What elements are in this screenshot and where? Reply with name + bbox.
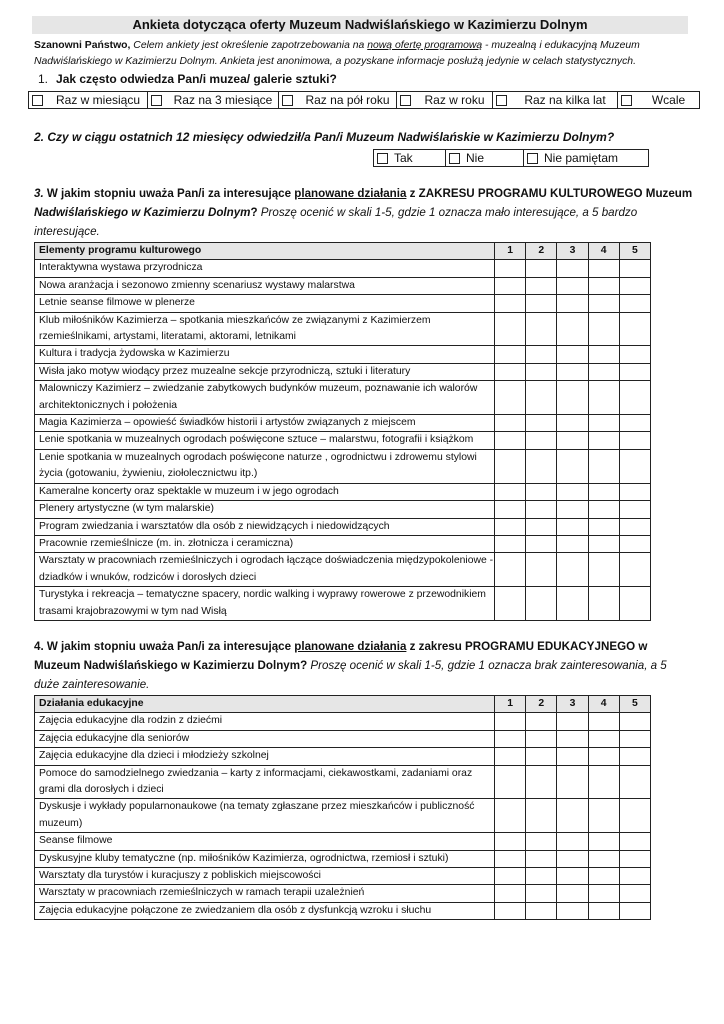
rating-cell-5[interactable] xyxy=(619,260,650,277)
rating-cell-4[interactable] xyxy=(588,885,619,902)
rating-cell-3[interactable] xyxy=(557,277,588,294)
q2-option-no[interactable]: Nie xyxy=(446,150,524,166)
table-row xyxy=(35,748,651,765)
row-label: Zajęcia edukacyjne połączone ze zwiedzaniem dla osób z dysfunkcją wzroku i słuchu xyxy=(35,902,495,919)
scale-header-2: 2 xyxy=(526,243,557,260)
q1-option-few-years[interactable]: Raz na kilka lat xyxy=(493,92,618,108)
scale-header-1: 1 xyxy=(495,243,526,260)
rating-cell-2[interactable] xyxy=(526,501,557,518)
rating-cell-5[interactable] xyxy=(619,799,650,833)
q1-option-never[interactable]: Wcale xyxy=(618,92,699,108)
rating-cell-5[interactable] xyxy=(619,730,650,747)
rating-cell-5[interactable] xyxy=(619,518,650,535)
table-row xyxy=(35,312,651,346)
rating-cell-5[interactable] xyxy=(619,277,650,294)
q4-number: 4. xyxy=(34,640,44,653)
rating-cell-3[interactable] xyxy=(557,415,588,432)
q1-option-half-year[interactable]: Raz na pół roku xyxy=(279,92,397,108)
table-row xyxy=(35,277,651,294)
educational-program-rows xyxy=(35,713,651,920)
table-row xyxy=(35,885,651,902)
q4-underlined: planowane działania xyxy=(294,640,407,653)
rating-cell-4[interactable] xyxy=(588,748,619,765)
intro-paragraph xyxy=(34,38,688,70)
rating-cell-2[interactable] xyxy=(526,535,557,552)
question-1-options xyxy=(28,91,700,109)
q3-instruction: Proszę ocenić w skali 1-5, gdzie 1 oznacza mało interesujące, a 5 bardzo interesujące. xyxy=(34,206,638,238)
rating-cell-4[interactable] xyxy=(588,765,619,799)
q3-underlined: planowane działania xyxy=(294,187,407,200)
table-row xyxy=(35,501,651,518)
rating-cell-5[interactable] xyxy=(619,415,650,432)
rating-cell-4[interactable] xyxy=(588,277,619,294)
q3-bold-2: z ZAKRESU PROGRAMU KULTUROWEGO Muzeum xyxy=(406,187,693,200)
row-label: Magia Kazimierza – opowieść świadków historii i artystów związanych z miejscem xyxy=(35,415,495,432)
row-label: Wisła jako motyw wiodący przez muzealne sekcje przyrodniczą, sztuki i literatury xyxy=(35,363,495,380)
rating-cell-3[interactable] xyxy=(557,501,588,518)
intro-underlined: nową ofertę programową xyxy=(367,40,483,51)
row-label: Zajęcia edukacyjne dla dzieci i młodzieży szkolnej xyxy=(35,748,495,765)
table-row xyxy=(35,833,651,850)
rating-cell-1[interactable] xyxy=(495,518,526,535)
rating-cell-2[interactable] xyxy=(526,415,557,432)
row-label: Zajęcia edukacyjne dla rodzin z dziećmi xyxy=(35,713,495,730)
rating-cell-3[interactable] xyxy=(557,535,588,552)
rating-cell-5[interactable] xyxy=(619,885,650,902)
table-row xyxy=(35,483,651,500)
table-row xyxy=(35,868,651,885)
table-row xyxy=(35,415,651,432)
rating-cell-1[interactable] xyxy=(495,748,526,765)
rating-cell-1[interactable] xyxy=(495,713,526,730)
scale-header-4: 4 xyxy=(588,696,619,713)
row-label: Warsztaty dla turystów i kuracjuszy z pobliskich miejscowości xyxy=(35,868,495,885)
rating-cell-3[interactable] xyxy=(557,381,588,415)
q3-bold-1: W jakim stopniu uważa Pan/i za interesujące xyxy=(43,187,295,200)
rating-cell-4[interactable] xyxy=(588,850,619,867)
rating-cell-2[interactable] xyxy=(526,868,557,885)
rating-cell-4[interactable] xyxy=(588,449,619,483)
rating-cell-4[interactable] xyxy=(588,868,619,885)
page-title: Ankieta dotycząca oferty Muzeum Nadwiślańskiego w Kazimierzu Dolnym xyxy=(32,16,688,34)
row-label: Letnie seanse filmowe w plenerze xyxy=(35,295,495,312)
q1-option-3-months[interactable]: Raz na 3 miesiące xyxy=(148,92,279,108)
rating-cell-4[interactable] xyxy=(588,483,619,500)
rating-cell-5[interactable] xyxy=(619,868,650,885)
table-row xyxy=(35,363,651,380)
rating-cell-2[interactable] xyxy=(526,483,557,500)
rating-cell-1[interactable] xyxy=(495,799,526,833)
checkbox[interactable] xyxy=(282,95,293,106)
q2-option-dont-remember[interactable]: Nie pamiętam xyxy=(524,150,648,166)
checkbox[interactable] xyxy=(32,95,43,106)
rating-cell-3[interactable] xyxy=(557,260,588,277)
table-row xyxy=(35,518,651,535)
q3-bold-italic: Nadwiślańskiego w Kazimierzu Dolnym xyxy=(34,206,251,219)
rating-cell-2[interactable] xyxy=(526,312,557,346)
rating-cell-3[interactable] xyxy=(557,799,588,833)
table-row xyxy=(35,730,651,747)
cultural-program-table xyxy=(34,242,651,621)
table-row xyxy=(35,902,651,919)
educational-program-table xyxy=(34,695,651,920)
rating-cell-1[interactable] xyxy=(495,885,526,902)
rating-cell-5[interactable] xyxy=(619,587,650,621)
checkbox[interactable] xyxy=(400,95,411,106)
rating-cell-1[interactable] xyxy=(495,432,526,449)
table-header-row xyxy=(35,696,651,713)
q2-option-yes[interactable]: Tak xyxy=(374,150,446,166)
rating-cell-1[interactable] xyxy=(495,902,526,919)
rating-cell-4[interactable] xyxy=(588,518,619,535)
rating-cell-3[interactable] xyxy=(557,449,588,483)
rating-cell-3[interactable] xyxy=(557,553,588,587)
rating-cell-4[interactable] xyxy=(588,535,619,552)
table-row xyxy=(35,449,651,483)
rating-cell-5[interactable] xyxy=(619,501,650,518)
rating-cell-3[interactable] xyxy=(557,518,588,535)
scale-header-1: 1 xyxy=(495,696,526,713)
intro-text-1: Celem ankiety jest określenie zapotrzebowania na xyxy=(130,40,368,51)
rating-cell-5[interactable] xyxy=(619,713,650,730)
row-label: Pracownie rzemieślnicze (m. in. złotnicza i ceramiczna) xyxy=(35,535,495,552)
rating-cell-4[interactable] xyxy=(588,312,619,346)
scale-header-2: 2 xyxy=(526,696,557,713)
q4-bold-1: W jakim stopniu uważa Pan/i za interesujące xyxy=(43,640,295,653)
q3-bold-3: ? xyxy=(250,206,258,219)
rating-cell-5[interactable] xyxy=(619,449,650,483)
rating-cell-1[interactable] xyxy=(495,260,526,277)
rating-cell-3[interactable] xyxy=(557,833,588,850)
rating-cell-5[interactable] xyxy=(619,850,650,867)
rating-cell-2[interactable] xyxy=(526,799,557,833)
rating-cell-4[interactable] xyxy=(588,587,619,621)
row-label: Program zwiedzania i warsztatów dla osób z niewidzących i niedowidzących xyxy=(35,518,495,535)
rating-cell-2[interactable] xyxy=(526,277,557,294)
rating-cell-4[interactable] xyxy=(588,295,619,312)
rating-cell-5[interactable] xyxy=(619,553,650,587)
rating-cell-2[interactable] xyxy=(526,295,557,312)
rating-cell-3[interactable] xyxy=(557,346,588,363)
rating-cell-3[interactable] xyxy=(557,587,588,621)
rating-cell-1[interactable] xyxy=(495,346,526,363)
rating-cell-5[interactable] xyxy=(619,535,650,552)
table-header-label: Działania edukacyjne xyxy=(35,696,495,713)
rating-cell-3[interactable] xyxy=(557,483,588,500)
rating-cell-5[interactable] xyxy=(619,483,650,500)
rating-cell-1[interactable] xyxy=(495,449,526,483)
rating-cell-2[interactable] xyxy=(526,260,557,277)
row-label: Pomoce do samodzielnego zwiedzania – karty z informacjami, ciekawostkami, zadaniami oraz grami dla dorosłych i dzieci xyxy=(35,765,495,799)
rating-cell-3[interactable] xyxy=(557,295,588,312)
table-row xyxy=(35,587,651,621)
rating-cell-1[interactable] xyxy=(495,765,526,799)
row-label: Nowa aranżacja i sezonowo zmienny scenariusz wystawy malarstwa xyxy=(35,277,495,294)
rating-cell-5[interactable] xyxy=(619,432,650,449)
rating-cell-2[interactable] xyxy=(526,449,557,483)
rating-cell-1[interactable] xyxy=(495,535,526,552)
rating-cell-3[interactable] xyxy=(557,885,588,902)
row-label: Dyskusje i wykłady popularnonaukowe (na tematy zgłaszane przez mieszkańców i publiczność muzeum) xyxy=(35,799,495,833)
scale-header-5: 5 xyxy=(619,243,650,260)
rating-cell-2[interactable] xyxy=(526,850,557,867)
rating-cell-1[interactable] xyxy=(495,501,526,518)
rating-cell-4[interactable] xyxy=(588,799,619,833)
row-label: Kultura i tradycja żydowska w Kazimierzu xyxy=(35,346,495,363)
rating-cell-5[interactable] xyxy=(619,381,650,415)
table-row xyxy=(35,432,651,449)
checkbox[interactable] xyxy=(377,153,388,164)
rating-cell-1[interactable] xyxy=(495,483,526,500)
rating-cell-5[interactable] xyxy=(619,312,650,346)
rating-cell-3[interactable] xyxy=(557,363,588,380)
table-row xyxy=(35,713,651,730)
rating-cell-2[interactable] xyxy=(526,381,557,415)
question-2-text: 2. Czy w ciągu ostatnich 12 miesięcy odwiedził/a Pan/i Muzeum Nadwiślańskie w Kazimierzu Dolnym? xyxy=(34,130,615,144)
q4-bold-2: z zakresu PROGRAMU EDUKACYJNEGO w Muzeum Nadwiślańskiego w Kazimierzu Dolnym? xyxy=(34,640,648,672)
checkbox[interactable] xyxy=(151,95,162,106)
rating-cell-4[interactable] xyxy=(588,381,619,415)
rating-cell-5[interactable] xyxy=(619,346,650,363)
rating-cell-1[interactable] xyxy=(495,553,526,587)
table-row xyxy=(35,295,651,312)
row-label: Malowniczy Kazimierz – zwiedzanie zabytkowych budynków muzeum, poznawanie ich walorów architektonicznych i położenia xyxy=(35,381,495,415)
checkbox[interactable] xyxy=(496,95,507,106)
rating-cell-1[interactable] xyxy=(495,868,526,885)
rating-cell-2[interactable] xyxy=(526,587,557,621)
table-row xyxy=(35,765,651,799)
row-label: Zajęcia edukacyjne dla seniorów xyxy=(35,730,495,747)
rating-cell-1[interactable] xyxy=(495,833,526,850)
q1-option-yearly[interactable]: Raz w roku xyxy=(397,92,493,108)
row-label: Plenery artystyczne (w tym malarskie) xyxy=(35,501,495,518)
rating-cell-2[interactable] xyxy=(526,765,557,799)
intro-greeting: Szanowni Państwo, xyxy=(34,40,131,51)
rating-cell-3[interactable] xyxy=(557,730,588,747)
rating-cell-1[interactable] xyxy=(495,587,526,621)
intro-text-2: - muzealną i edukacyjną Muzeum Nadwiślańskiego w Kazimierzu Dolnym. Ankieta jest anonimowa, a pozyskane informacje posłużą jedynie w celach statystycznych. xyxy=(34,40,640,67)
table-row xyxy=(35,346,651,363)
rating-cell-3[interactable] xyxy=(557,713,588,730)
rating-cell-4[interactable] xyxy=(588,432,619,449)
rating-cell-1[interactable] xyxy=(495,277,526,294)
rating-cell-2[interactable] xyxy=(526,833,557,850)
rating-cell-2[interactable] xyxy=(526,346,557,363)
rating-cell-3[interactable] xyxy=(557,902,588,919)
scale-header-4: 4 xyxy=(588,243,619,260)
row-label: Warsztaty w pracowniach rzemieślniczych w ramach terapii uzależnień xyxy=(35,885,495,902)
table-header-row xyxy=(35,243,651,260)
question-3-text xyxy=(34,184,694,241)
rating-cell-5[interactable] xyxy=(619,363,650,380)
row-label: Lenie spotkania w muzealnych ogrodach poświęcone sztuce – malarstwu, fotografii i książkom xyxy=(35,432,495,449)
rating-cell-4[interactable] xyxy=(588,346,619,363)
rating-cell-3[interactable] xyxy=(557,748,588,765)
rating-cell-2[interactable] xyxy=(526,730,557,747)
rating-cell-5[interactable] xyxy=(619,833,650,850)
table-row xyxy=(35,260,651,277)
rating-cell-4[interactable] xyxy=(588,713,619,730)
rating-cell-2[interactable] xyxy=(526,432,557,449)
rating-cell-2[interactable] xyxy=(526,363,557,380)
rating-cell-2[interactable] xyxy=(526,553,557,587)
row-label: Seanse filmowe xyxy=(35,833,495,850)
question-2-options xyxy=(373,149,649,167)
row-label: Dyskusyjne kluby tematyczne (np. miłośników Kazimierza, ogrodnictwa, rzemiosł i sztuki) xyxy=(35,850,495,867)
rating-cell-5[interactable] xyxy=(619,902,650,919)
table-row xyxy=(35,553,651,587)
rating-cell-4[interactable] xyxy=(588,833,619,850)
rating-cell-3[interactable] xyxy=(557,868,588,885)
checkbox[interactable] xyxy=(527,153,538,164)
table-row xyxy=(35,850,651,867)
rating-cell-5[interactable] xyxy=(619,295,650,312)
rating-cell-4[interactable] xyxy=(588,730,619,747)
table-header-label: Elementy programu kulturowego xyxy=(35,243,495,260)
rating-cell-2[interactable] xyxy=(526,902,557,919)
rating-cell-3[interactable] xyxy=(557,765,588,799)
rating-cell-3[interactable] xyxy=(557,432,588,449)
rating-cell-1[interactable] xyxy=(495,363,526,380)
rating-cell-2[interactable] xyxy=(526,518,557,535)
rating-cell-1[interactable] xyxy=(495,850,526,867)
table-row xyxy=(35,535,651,552)
rating-cell-1[interactable] xyxy=(495,295,526,312)
rating-cell-3[interactable] xyxy=(557,312,588,346)
question-4-text xyxy=(34,637,694,694)
rating-cell-2[interactable] xyxy=(526,885,557,902)
rating-cell-4[interactable] xyxy=(588,501,619,518)
rating-cell-2[interactable] xyxy=(526,713,557,730)
scale-header-5: 5 xyxy=(619,696,650,713)
table-row xyxy=(35,799,651,833)
rating-cell-4[interactable] xyxy=(588,363,619,380)
question-1 xyxy=(38,72,337,86)
cultural-program-rows xyxy=(35,260,651,621)
rating-cell-2[interactable] xyxy=(526,748,557,765)
rating-cell-3[interactable] xyxy=(557,850,588,867)
checkbox[interactable] xyxy=(621,95,632,106)
row-label: Interaktywna wystawa przyrodnicza xyxy=(35,260,495,277)
rating-cell-1[interactable] xyxy=(495,730,526,747)
rating-cell-5[interactable] xyxy=(619,748,650,765)
rating-cell-1[interactable] xyxy=(495,415,526,432)
rating-cell-1[interactable] xyxy=(495,381,526,415)
rating-cell-5[interactable] xyxy=(619,765,650,799)
row-label: Klub miłośników Kazimierza – spotkania mieszkańców ze związanymi z Kazimierzem rzemieślnikami, artystami, literatami, aktorami, letnikami xyxy=(35,312,495,346)
rating-cell-4[interactable] xyxy=(588,553,619,587)
question-1-text: Jak często odwiedza Pan/i muzea/ galerie sztuki? xyxy=(56,72,337,86)
row-label: Kameralne koncerty oraz spektakle w muzeum i w jego ogrodach xyxy=(35,483,495,500)
rating-cell-1[interactable] xyxy=(495,312,526,346)
checkbox[interactable] xyxy=(449,153,460,164)
scale-header-3: 3 xyxy=(557,243,588,260)
row-label: Warsztaty w pracowniach rzemieślniczych i ogrodach łączące doświadczenia międzypokoleniowe - dziadków i wnuków, rodziców i dorosłych dzieci xyxy=(35,553,495,587)
question-1-number: 1. xyxy=(38,72,49,86)
rating-cell-4[interactable] xyxy=(588,902,619,919)
scale-header-3: 3 xyxy=(557,696,588,713)
q3-number: 3. xyxy=(34,187,44,200)
table-row xyxy=(35,381,651,415)
row-label: Lenie spotkania w muzealnych ogrodach poświęcone naturze , ogrodnictwu i zdrowemu stylowi życia (gotowaniu, żywieniu, ziołolecznictwu itp.) xyxy=(35,449,495,483)
rating-cell-4[interactable] xyxy=(588,260,619,277)
rating-cell-4[interactable] xyxy=(588,415,619,432)
row-label: Turystyka i rekreacja – tematyczne spacery, nordic walking i wyprawy rowerowe z przewodnikiem trasami krajobrazowymi w tym nad Wisłą xyxy=(35,587,495,621)
q1-option-monthly[interactable]: Raz w miesiącu xyxy=(29,92,148,108)
q4-instruction: Proszę ocenić w skali 1-5, gdzie 1 oznacza brak zainteresowania, a 5 duże zainteresowanie. xyxy=(34,659,667,691)
